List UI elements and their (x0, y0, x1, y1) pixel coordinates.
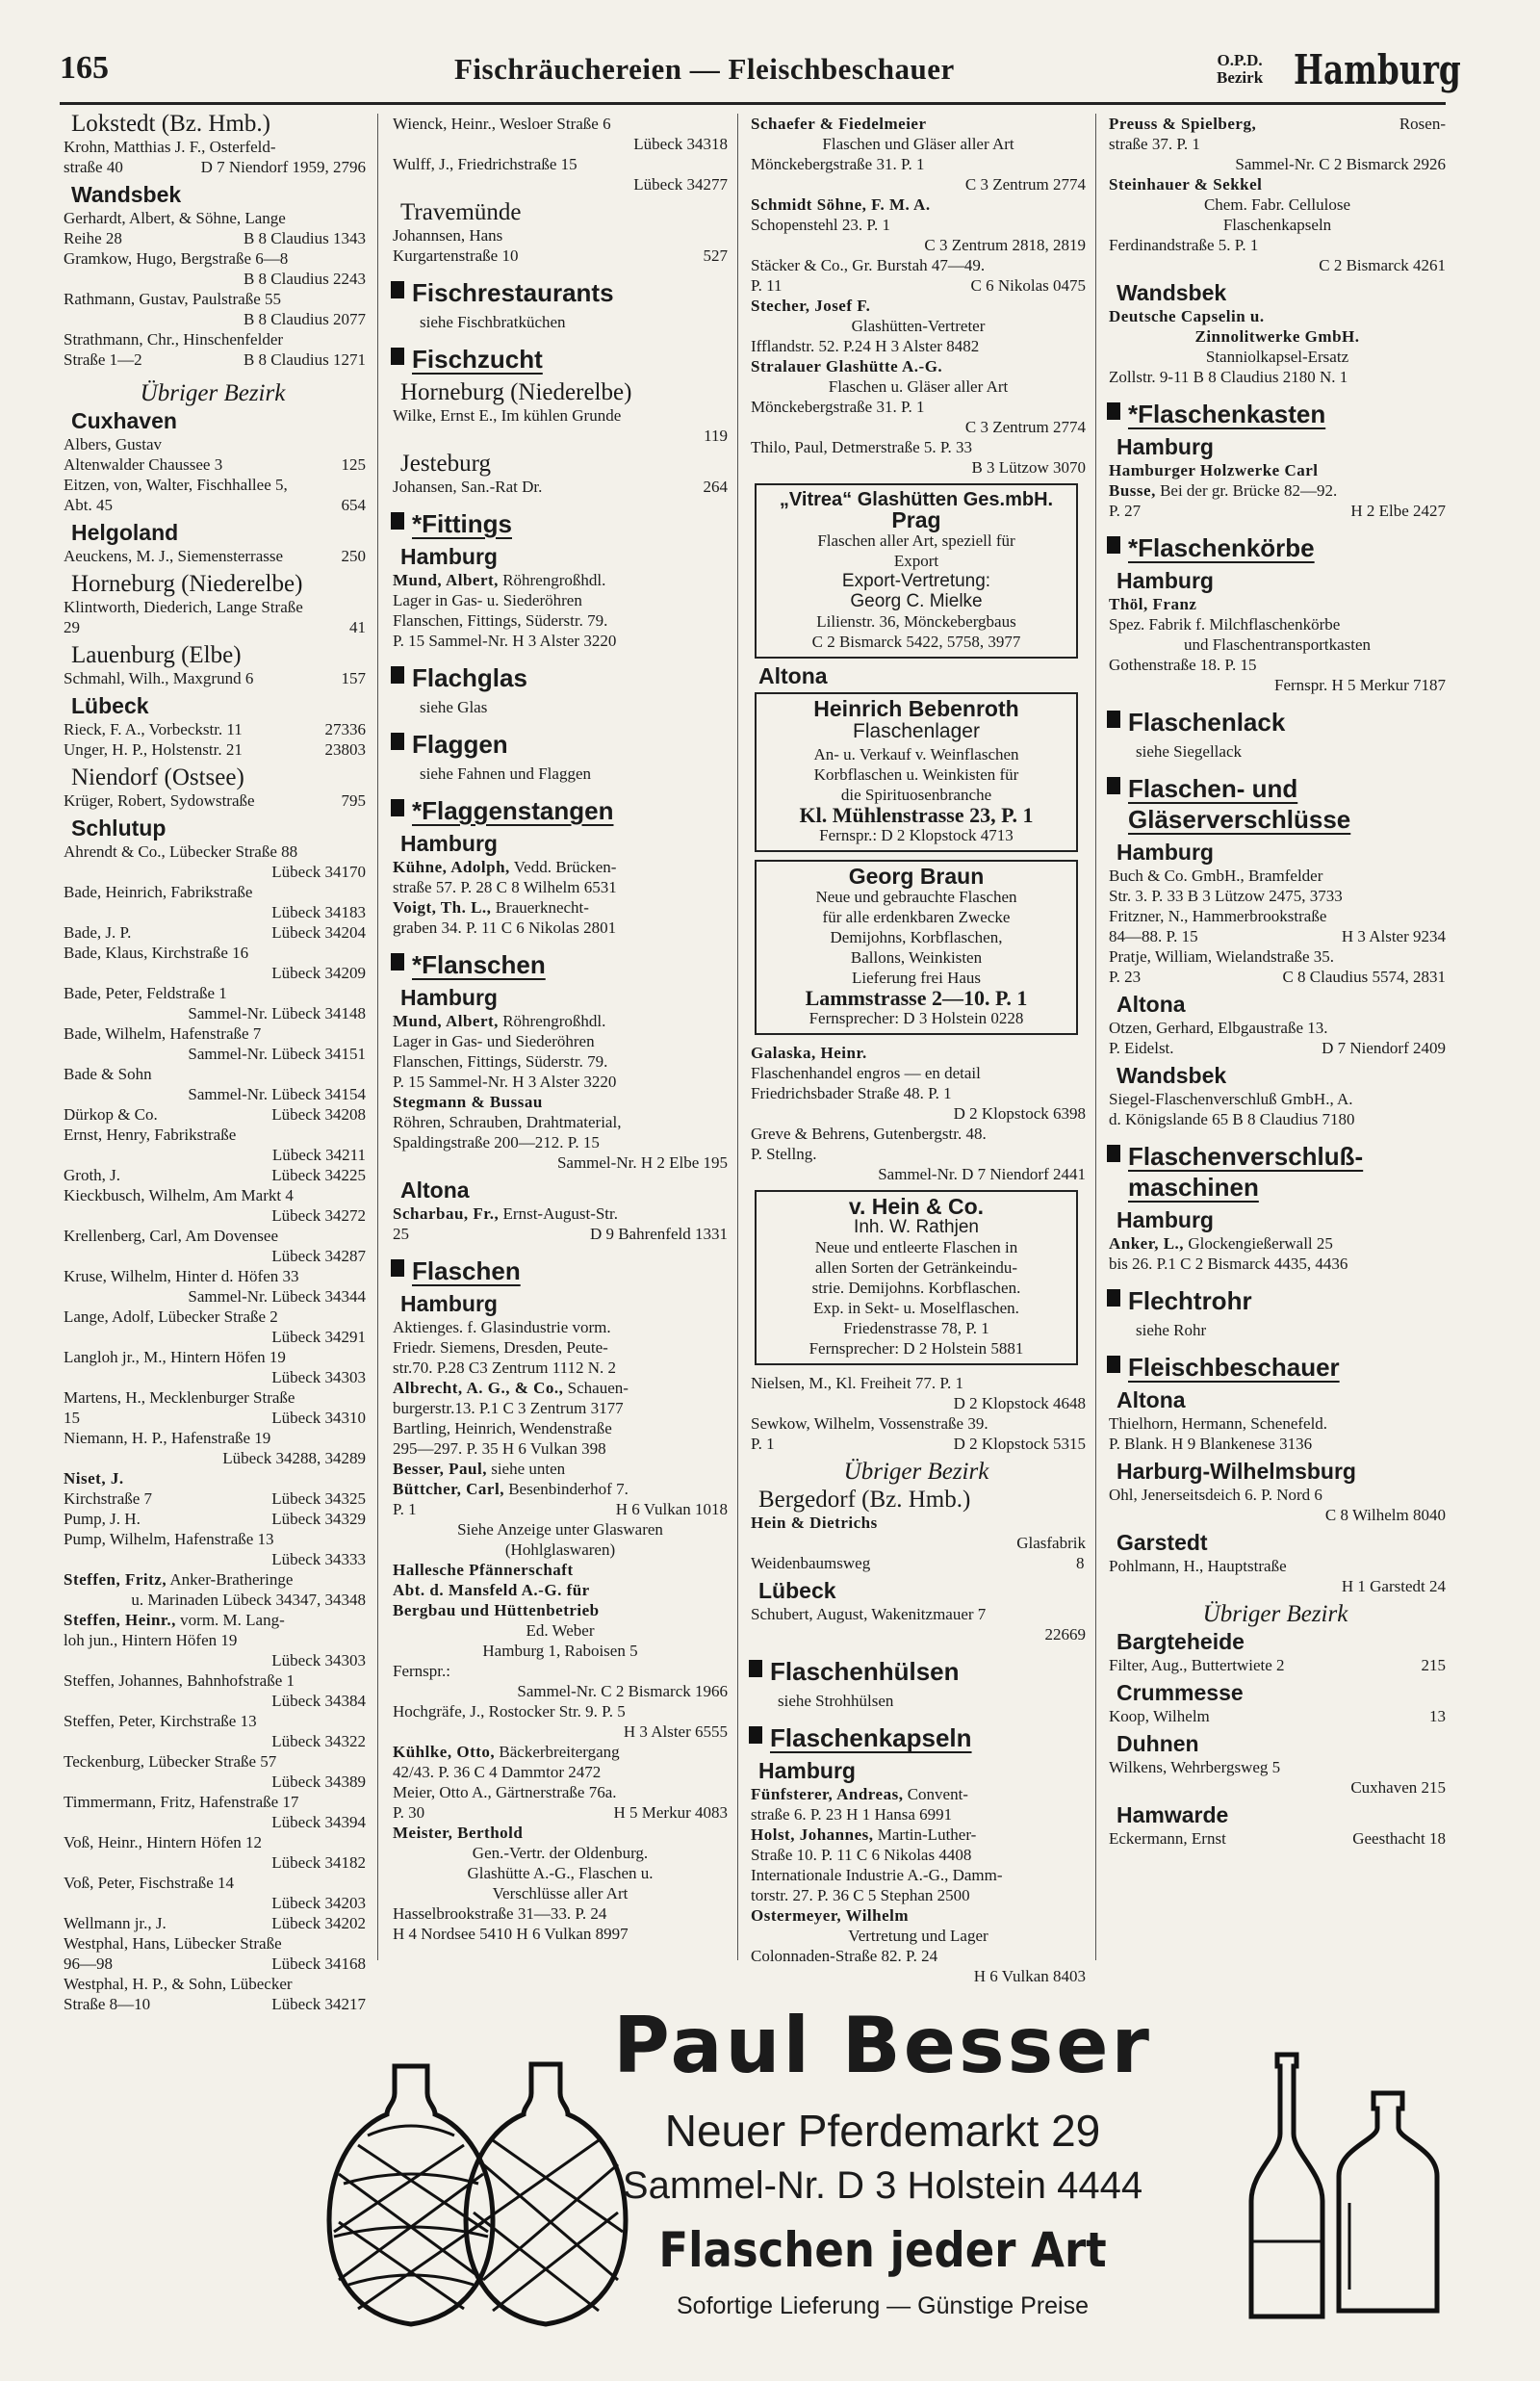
entry: Nielsen, M., Kl. Freiheit 77. P. 1 D 2 Klopstock 4648 (751, 1374, 1086, 1412)
category-heading: *Fittings (389, 508, 728, 539)
entry: Besser, Paul, siehe unten (393, 1460, 566, 1478)
ad-box-braun: Georg Braun Neue und gebrauchte Flaschen für alle erdenkbaren Zwecke Demijohns, Korbflaschen, Ballons, Weinkisten Lieferung frei Haus Lammstrasse 2—10. P. 1 Fernsprecher: D 3 Holstein 0228 (755, 860, 1078, 1035)
category-heading: Fischzucht (389, 344, 728, 375)
square-bullet-icon (391, 953, 404, 971)
advertisement-paul-besser (320, 1991, 1426, 2328)
entry: Holst, Johannes, Martin-Luther- Straße 10. P. 11 C 6 Nikolas 4408 (751, 1825, 977, 1864)
entry: Gramkow, Hugo, Bergstraße 6—8 B 8 Claudius 2243 (64, 249, 366, 288)
entry: Krohn, Matthias J. F., Osterfeld- straße 40 D 7 Niendorf 1959, 2796 (64, 138, 366, 176)
entry: Thilo, Paul, Detmerstraße 5. P. 33 B 3 Lützow 3070 (751, 438, 1086, 477)
city-heading: Altona (758, 663, 828, 688)
entry: Ostermeyer, Wilhelm Vertretung und Lager Colonnaden-Straße 82. P. 24 H 6 Vulkan 8403 (751, 1906, 1086, 1985)
city-heading: Hamburg (1116, 840, 1214, 865)
entry: Niset, J. Kirchstraße 7 Lübeck 34325 (64, 1469, 366, 1508)
entry: Krellenberg, Carl, Am Dovensee Lübeck 34287 (64, 1227, 366, 1265)
city-heading: Cuxhaven (71, 408, 177, 433)
city-heading: Harburg-Wilhelmsburg (1116, 1459, 1356, 1484)
district-heading: Übriger Bezirk (1202, 1601, 1348, 1627)
entry: Johannsen, Hans Kurgartenstraße 10 527 (393, 226, 728, 265)
city-heading: Travemünde (400, 199, 522, 225)
city-heading: Niendorf (Ostsee) (71, 764, 244, 790)
entry: Bade, Heinrich, Fabrikstraße Lübeck 34183 (64, 883, 366, 921)
column-divider (1095, 114, 1096, 1960)
city-heading: Lokstedt (Bz. Hmb.) (71, 111, 270, 137)
entry: Pump, Wilhelm, Hafenstraße 13 Lübeck 34333 (64, 1530, 366, 1568)
column-1 (60, 111, 366, 2013)
entry: Albrecht, A. G., & Co., Schauen- burgerstr.13. P.1 C 3 Zentrum 3177 (393, 1379, 629, 1417)
entry: Bade, J. P. Lübeck 34204 (64, 923, 366, 942)
entry: Internationale Industrie A.-G., Damm- torstr. 27. P. 36 C 5 Stephan 2500 (751, 1866, 1003, 1904)
square-bullet-icon (391, 348, 404, 365)
entry: Hallesche Pfännerschaft Abt. d. Mansfeld A.-G. für Bergbau und Hüttenbetrieb Ed. Weber Hamburg 1, Raboisen 5 Fernspr.: Sammel-Nr. C 2 Bismarck 1966 (393, 1561, 728, 1700)
entry: Langloh jr., M., Hintern Höfen 19 Lübeck 34303 (64, 1348, 366, 1386)
entry: Fünfsterer, Andreas, Convent- straße 6. P. 23 H 1 Hansa 6991 (751, 1785, 968, 1824)
category-heading: *Flanschen (389, 949, 728, 980)
ad-box-vitrea: „Vitrea“ Glashütten Ges.mbH. Prag Flaschen aller Art, speziell für Export Export-Vertretung: Georg C. Mielke Lilienstr. 36, Mönckebergbaus C 2 Bismarck 5422, 5758, 3977 (755, 483, 1078, 659)
column-2 (389, 114, 728, 1960)
entry: Mund, Albert, Röhrengroßhdl. Lager in Gas- u. Siederöhren Flanschen, Fittings, Süderstr. 79. P. 15 Sammel-Nr. H 3 Alster 3220 (393, 571, 617, 650)
entry: Martens, H., Mecklenburger Straße 15 Lübeck 34310 (64, 1388, 366, 1427)
city-heading: Hamburg (1116, 1207, 1214, 1232)
square-bullet-icon (391, 799, 404, 816)
square-bullet-icon (391, 1259, 404, 1277)
city-heading: Jesteburg (400, 451, 491, 477)
entry: Teckenburg, Lübecker Straße 57 Lübeck 34389 (64, 1752, 366, 1791)
entry: Lange, Adolf, Lübecker Straße 2 Lübeck 34291 (64, 1307, 366, 1346)
entry: Voß, Peter, Fischstraße 14 Lübeck 34203 (64, 1874, 366, 1912)
entry: Rathmann, Gustav, Paulstraße 55 B 8 Claudius 2077 (64, 290, 366, 328)
page-number: 165 (60, 50, 109, 86)
entry: Ohl, Jenerseitsdeich 6. P. Nord 6 C 8 Wilhelm 8040 (1109, 1486, 1446, 1524)
entry: Aktienges. f. Glasindustrie vorm. Friedr. Siemens, Dresden, Peute- str.70. P.28 C3 Zentrum 1112 N. 2 (393, 1318, 617, 1377)
entry: Wilkens, Wehrbergsweg 5 Cuxhaven 215 (1109, 1758, 1446, 1797)
ad-footer: Sofortige Lieferung — Günstige Preise (676, 2292, 1089, 2319)
entry: Stegmann & Bussau Röhren, Schrauben, Drahtmaterial, Spaldingstraße 200—212. P. 15 Sammel-Nr. H 2 Elbe 195 (393, 1093, 728, 1172)
city-heading: Hamburg (758, 1758, 856, 1783)
entry: Wienck, Heinr., Wesloer Straße 6 Lübeck 34318 (393, 115, 728, 153)
column-3 (747, 114, 1086, 1985)
entry: Hamburger Holzwerke Carl Busse, Bei der gr. Brücke 82—92. P. 27 H 2 Elbe 2427 (1109, 461, 1446, 520)
city-heading: Crummesse (1116, 1680, 1244, 1705)
page-title: Fischräuchereien — Fleischbeschauer (454, 52, 955, 86)
city-heading: Wandsbek (1116, 280, 1227, 305)
city-heading: Schlutup (71, 815, 167, 841)
header-rule (60, 102, 1446, 105)
category-heading: *Flaggenstangen (389, 795, 728, 826)
see-reference: siehe Fahnen und Flaggen (420, 764, 591, 783)
entry: Bade, Klaus, Kirchstraße 16 Lübeck 34209 (64, 944, 366, 982)
ad-company-name: Paul Besser (613, 2001, 1152, 2090)
see-reference: siehe Fischbratküchen (420, 313, 566, 331)
city-heading: Hamwarde (1116, 1802, 1229, 1827)
entry: Voigt, Th. L., Brauerknecht- graben 34. P. 11 C 6 Nikolas 2801 (393, 898, 617, 937)
entry: Johansen, San.-Rat Dr. 264 (393, 478, 728, 496)
entry: Deutsche Capselin u. Zinnolitwerke GmbH. Stanniolkapsel-Ersatz Zollstr. 9-11 B 8 Claudius 2180 N. 1 (1109, 307, 1360, 386)
entry: Steinhauer & Sekkel Chem. Fabr. Cellulose Flaschenkapseln Ferdinandstraße 5. P. 1 C 2 Bismarck 4261 (1109, 175, 1446, 274)
category-heading: Flaschenkapseln (747, 1722, 1086, 1753)
city-heading: Wandsbek (71, 182, 182, 207)
entry: Greve & Behrens, Gutenbergstr. 48. P. Stellng. Sammel-Nr. D 7 Niendorf 2441 (751, 1125, 1086, 1183)
entry: Steffen, Johannes, Bahnhofstraße 1 Lübeck 34384 (64, 1671, 366, 1710)
district-heading: Übriger Bezirk (843, 1459, 989, 1485)
district-heading: Übriger Bezirk (140, 380, 286, 406)
city-heading: Wandsbek (1116, 1063, 1227, 1088)
city-heading: Altona (1116, 992, 1186, 1017)
entry: Groth, J. Lübeck 34225 (64, 1166, 366, 1184)
city-heading: Lauenburg (Elbe) (71, 642, 242, 668)
city-heading: Hamburg (1116, 568, 1214, 593)
entry: Thöl, Franz Spez. Fabrik f. Milchflaschenkörbe und Flaschentransportkasten Gothenstraße 18. P. 15 Fernspr. H 5 Merkur 7187 (1109, 595, 1446, 694)
entry: Stecher, Josef F. Glashütten-Vertreter Ifflandstr. 52. P.24 H 3 Alster 8482 (751, 297, 986, 355)
category-heading: Flachglas (389, 662, 728, 693)
entry: Unger, H. P., Holstenstr. 21 23803 (64, 740, 366, 759)
entry: Timmermann, Fritz, Hafenstraße 17 Lübeck 34394 (64, 1793, 366, 1831)
ad-address: Neuer Pferdemarkt 29 (664, 2106, 1101, 2156)
entry: Thielhorn, Hermann, Schenefeld. P. Blank. H 9 Blankenese 3136 (1109, 1414, 1328, 1453)
entry: Stralauer Glashütte A.-G. Flaschen u. Gläser aller Art Mönckebergstraße 31. P. 1 C 3 Zentrum 2774 (751, 357, 1086, 436)
category-heading: *Flaschenkasten (1105, 399, 1446, 429)
entry: Niemann, H. P., Hafenstraße 19 Lübeck 34288, 34289 (64, 1429, 366, 1467)
entry: Koop, Wilhelm 13 (1109, 1707, 1446, 1725)
entry: Meier, Otto A., Gärtnerstraße 76a. P. 30 H 5 Merkur 4083 (393, 1783, 728, 1822)
entry: Krüger, Robert, Sydowstraße 795 (64, 791, 366, 810)
square-bullet-icon (1107, 1289, 1120, 1307)
category-heading: Flaschenverschluß- maschinen (1105, 1141, 1446, 1203)
see-reference: siehe Glas (420, 698, 488, 716)
see-reference: siehe Siegellack (1136, 742, 1242, 761)
category-heading: Flaschen (389, 1255, 728, 1286)
entry: Fritzner, N., Hammerbrookstraße 84—88. P. 15 H 3 Alster 9234 (1109, 907, 1446, 945)
square-bullet-icon (1107, 1356, 1120, 1373)
city-heading: Bergedorf (Bz. Hmb.) (758, 1487, 971, 1513)
entry: Wulff, J., Friedrichstraße 15 Lübeck 34277 (393, 155, 728, 194)
square-bullet-icon (1107, 711, 1120, 728)
city-heading: Lübeck (758, 1578, 836, 1603)
category-heading: Fleischbeschauer (1105, 1352, 1446, 1383)
category-heading: *Flaschenkörbe (1105, 532, 1446, 563)
ad-box-hein: v. Hein & Co. Inh. W. Rathjen Neue und entleerte Flaschen in allen Sorten der Getränkeindu- strie. Demijohns. Korbflaschen. Exp. in Sekt- u. Moselflaschen. Friedenstrasse 78, P. 1 Fernsprecher: D 2 Holstein 5881 (755, 1190, 1078, 1365)
city-heading: Horneburg (Niederelbe) (400, 379, 632, 405)
entry: Gerhardt, Albert, & Söhne, Lange Reihe 28 B 8 Claudius 1343 (64, 209, 366, 247)
opd-label: O.P.D. Bezirk (1217, 51, 1264, 87)
entry: Galaska, Heinr. Flaschenhandel engros — en detail Friedrichsbader Straße 48. P. 1 D 2 Klopstock 6398 (751, 1044, 1086, 1123)
entry: Ahrendt & Co., Lübecker Straße 88 Lübeck 34170 (64, 842, 366, 881)
entry: Albers, Gustav Altenwalder Chaussee 3 125 (64, 435, 366, 474)
entry: Kühlke, Otto, Bäckerbreitergang 42/43. P. 36 C 4 Dammtor 2472 (393, 1743, 620, 1781)
entry: Otzen, Gerhard, Elbgaustraße 13. P. Eidelst. D 7 Niendorf 2409 (1109, 1019, 1446, 1057)
page-header (60, 46, 1461, 108)
see-reference: siehe Strohhülsen (778, 1692, 894, 1710)
entry: Kruse, Wilhelm, Hinter d. Höfen 33 Sammel-Nr. Lübeck 34344 (64, 1267, 366, 1306)
entry: Steffen, Peter, Kirchstraße 13 Lübeck 34322 (64, 1712, 366, 1750)
entry: Pratje, William, Wielandstraße 35. P. 23 C 8 Claudius 5574, 2831 (1109, 947, 1446, 986)
square-bullet-icon (1107, 402, 1120, 420)
square-bullet-icon (391, 666, 404, 684)
entry: Sewkow, Wilhelm, Vossenstraße 39. P. 1 D 2 Klopstock 5315 (751, 1414, 1086, 1453)
entry: Stäcker & Co., Gr. Burstah 47—49. P. 11 C 6 Nikolas 0475 (751, 256, 1086, 295)
entry: Aeuckens, M. J., Siemensterrasse 250 (64, 547, 366, 565)
entry: Steffen, Fritz, Anker-Bratheringe u. Marinaden Lübeck 34347, 34348 (64, 1570, 366, 1609)
entry: Pump, J. H. Lübeck 34329 (64, 1510, 366, 1528)
category-heading: Flaschenlack (1105, 707, 1446, 738)
entry: Scharbau, Fr., Ernst-August-Str. 25 D 9 Bahrenfeld 1331 (393, 1204, 728, 1243)
entry: Meister, Berthold Gen.-Vertr. der Oldenburg. Glashütte A.-G., Flaschen u. Verschlüsse aller Art Hasselbrookstraße 31—33. P. 24 H 4 Nordsee 5410 H 6 Vulkan 8997 (393, 1824, 654, 1943)
column-4 (1105, 114, 1446, 1960)
city-heading: Garstedt (1116, 1530, 1208, 1555)
ad-slogan: Flaschen jeder Art (658, 2222, 1107, 2278)
entry: Wilke, Ernst E., Im kühlen Grunde 119 (393, 406, 728, 445)
ad-phone: Sammel-Nr. D 3 Holstein 4444 (622, 2164, 1143, 2207)
category-heading: Flaggen (389, 729, 728, 760)
square-bullet-icon (749, 1660, 762, 1677)
entry: Klintworth, Diederich, Lange Straße 29 41 (64, 598, 366, 636)
entry: Hochgräfe, J., Rostocker Str. 9. P. 5 H 3 Alster 6555 (393, 1702, 728, 1741)
square-bullet-icon (749, 1726, 762, 1744)
header-city: Hamburg (1294, 46, 1461, 93)
square-bullet-icon (391, 733, 404, 750)
entry: Hein & Dietrichs Glasfabrik Weidenbaumsweg 8 (751, 1514, 1086, 1572)
entry: Rieck, F. A., Vorbeckstr. 11 27336 (64, 720, 366, 738)
entry: Buch & Co. GmbH., Bramfelder Str. 3. P. 33 B 3 Lützow 2475, 3733 (1109, 867, 1343, 905)
city-heading: Helgoland (71, 520, 179, 545)
entry: Schmahl, Wilh., Maxgrund 6 157 (64, 669, 366, 687)
city-heading: Hamburg (400, 831, 498, 856)
see-reference: siehe Rohr (1136, 1321, 1207, 1339)
square-bullet-icon (391, 281, 404, 298)
column-divider (377, 114, 378, 1960)
entry: Bade, Peter, Feldstraße 1 Sammel-Nr. Lübeck 34148 (64, 984, 366, 1022)
entry: Steffen, Heinr., vorm. M. Lang- loh jun., Hintern Höfen 19 Lübeck 34303 (64, 1611, 366, 1669)
entry: Bade, Wilhelm, Hafenstraße 7 Sammel-Nr. Lübeck 34151 (64, 1024, 366, 1063)
entry: Kieckbusch, Wilhelm, Am Markt 4 Lübeck 34272 (64, 1186, 366, 1225)
entry: Eitzen, von, Walter, Fischhallee 5, Abt. 45 654 (64, 476, 366, 514)
entry: Büttcher, Carl, Besenbinderhof 7. P. 1 H 6 Vulkan 1018 Siehe Anzeige unter Glaswaren (Hohlglaswaren) (393, 1480, 728, 1559)
city-heading: Lübeck (71, 693, 149, 718)
entry: Bade & Sohn Sammel-Nr. Lübeck 34154 (64, 1065, 366, 1103)
entry: Voß, Heinr., Hintern Höfen 12 Lübeck 34182 (64, 1833, 366, 1872)
category-heading: Flaschenhülsen (747, 1656, 1086, 1687)
city-heading: Duhnen (1116, 1731, 1199, 1756)
entry: Strathmann, Chr., Hinschenfelder Straße 1—2 B 8 Claudius 1271 (64, 330, 366, 369)
square-bullet-icon (1107, 777, 1120, 794)
city-heading: Horneburg (Niederelbe) (71, 571, 303, 597)
city-heading: Hamburg (400, 544, 498, 569)
jar-bottle-icon (1330, 2087, 1446, 2328)
square-bullet-icon (391, 512, 404, 530)
square-bullet-icon (1107, 536, 1120, 554)
category-heading: Flechtrohr (1105, 1285, 1446, 1316)
entry: Schmidt Söhne, F. M. A. Schopenstehl 23. P. 1 C 3 Zentrum 2818, 2819 (751, 195, 1086, 254)
ad-box-bebenroth: Heinrich Bebenroth Flaschenlager An- u. Verkauf v. Weinflaschen Korbflaschen u. Weinkisten für die Spirituosenbranche Kl. Mühlenstrasse 23, P. 1 Fernspr.: D 2 Klopstock 4713 (755, 692, 1078, 852)
entry: Bartling, Heinrich, Wendenstraße 295—297. P. 35 H 6 Vulkan 398 (393, 1419, 612, 1458)
city-heading: Hamburg (400, 985, 498, 1010)
entry: Schubert, August, Wakenitzmauer 7 22669 (751, 1605, 1086, 1643)
category-heading: Flaschen- und Gläserverschlüsse (1105, 773, 1446, 835)
city-heading: Altona (1116, 1387, 1186, 1412)
city-heading: Bargteheide (1116, 1629, 1245, 1654)
category-heading: Fischrestaurants (389, 277, 728, 308)
entry: Wellmann jr., J. Lübeck 34202 (64, 1914, 366, 1932)
entry: Preuss & Spielberg, Rosen- straße 37. P. 1 Sammel-Nr. C 2 Bismarck 2926 (1109, 115, 1446, 173)
entry: Dürkop & Co. Lübeck 34208 (64, 1105, 366, 1124)
entry: Kühne, Adolph, Vedd. Brücken- straße 57. P. 28 C 8 Wilhelm 6531 (393, 858, 617, 896)
column-divider (737, 114, 738, 1960)
entry: Westphal, H. P., & Sohn, Lübecker Straße 8—10 Lübeck 34217 (64, 1975, 366, 2013)
entry: Mund, Albert, Röhrengroßhdl. Lager in Gas- und Siederöhren Flanschen, Fittings, Süderstr. 79. P. 15 Sammel-Nr. H 3 Alster 3220 (393, 1012, 617, 1091)
city-heading: Altona (400, 1178, 470, 1203)
entry: Ernst, Henry, Fabrikstraße Lübeck 34211 (64, 1126, 366, 1164)
city-heading: Hamburg (400, 1291, 498, 1316)
entry: Schaefer & Fiedelmeier Flaschen und Gläser aller Art Mönckebergstraße 31. P. 1 C 3 Zentrum 2774 (751, 115, 1086, 194)
city-heading: Hamburg (1116, 434, 1214, 459)
entry: Siegel-Flaschenverschluß GmbH., A. d. Königslande 65 B 8 Claudius 7180 (1109, 1090, 1355, 1128)
entry: Westphal, Hans, Lübecker Straße 96—98 Lübeck 34168 (64, 1934, 366, 1973)
entry: Pohlmann, H., Hauptstraße H 1 Garstedt 24 (1109, 1557, 1446, 1595)
entry: Eckermann, Ernst Geesthacht 18 (1109, 1829, 1446, 1848)
entry: Filter, Aug., Buttertwiete 2 215 (1109, 1656, 1446, 1674)
demijohn-icon (320, 2058, 502, 2328)
entry: Anker, L., Glockengießerwall 25 bis 26. P.1 C 2 Bismarck 4435, 4436 (1109, 1234, 1348, 1273)
square-bullet-icon (1107, 1145, 1120, 1162)
